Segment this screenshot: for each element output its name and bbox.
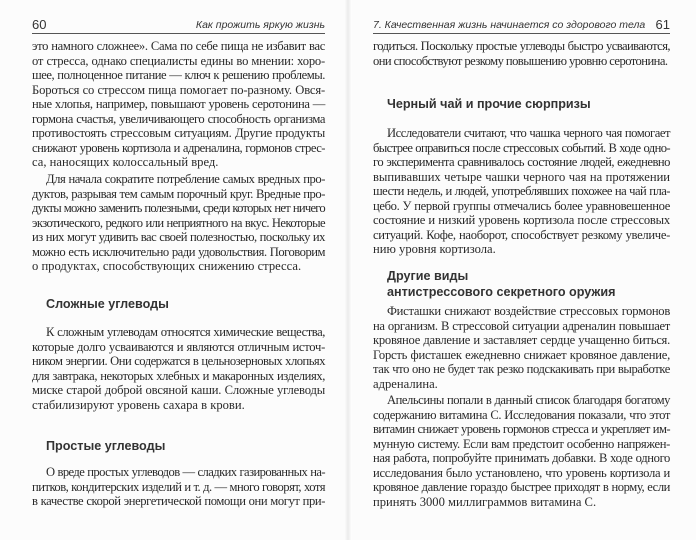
text-line: шее, полноценное питание — ключ к решению проблемы. (32, 68, 325, 82)
text-line: в качестве скорой энергетической помощи они могут при- (32, 494, 325, 508)
left-page-header (32, 17, 325, 34)
text-line: быстрее оправиться после стрессовых событий. В ходе одно- (373, 140, 670, 155)
text-line: гормона счастья, увеличивающего способность организма (32, 111, 325, 126)
text-line: это намного сложнее». Сама по себе пища не избавит вас (32, 39, 325, 53)
text-line: о продуктах, способствующих снижению стресса. (32, 259, 302, 273)
paragraph (32, 172, 325, 274)
text-line: Горсть фисташек ежедневно снижает кровяное давление, (373, 347, 670, 362)
text-line: Фисташки снижают воздействие стрессовых гормонов (387, 304, 670, 318)
text-line: Для начала сократите потребление самых вредных про- (46, 172, 325, 186)
text-line: адреналина. (373, 376, 438, 391)
text-line: они способствуют резкому повышению уровню серотонина. (373, 53, 668, 68)
section-heading (387, 96, 670, 112)
right-page (352, 0, 696, 540)
right-page-header (373, 17, 670, 34)
text-line: шести недель, и людей, употреблявших похожее на чай пла- (373, 184, 670, 198)
text-line: противостоять стрессовым ситуациям. Другие продукты (32, 126, 325, 140)
paragraph (373, 393, 670, 509)
paragraph (373, 126, 670, 257)
text-line: так что оно не будет так резко подскакивать при выработке (373, 362, 670, 376)
text-line: на организм. В стрессовой ситуации адреналин повышает (373, 318, 670, 333)
text-line: го эксперимента сравнивалось состояние людей, ежедневно (373, 155, 670, 169)
text-line: кровяное давление гораздо быстрее приходят в норму, если (373, 480, 670, 494)
text-line: миске старой доброй овсяной каши. Сложные углеводы (32, 383, 325, 397)
text-line: исследования было установлено, что уровень кортизола и (373, 465, 670, 480)
text-line: цебо. У первой группы отмечались более уравновешенное (373, 198, 670, 213)
paragraph (32, 39, 325, 170)
section-heading (387, 268, 670, 300)
text-line: состояние и низкий уровень кортизола после стрессовых (373, 213, 670, 227)
section-heading (46, 438, 325, 454)
heading-line: Сложные углеводы (46, 297, 169, 311)
text-line: для завтрака, некоторых хлебных и макаронных изделиях, (32, 368, 325, 383)
heading-line: Простые углеводы (46, 439, 166, 453)
text-line: кровяное давление и заставляет сердце учащенно биться. (373, 333, 670, 347)
book-gutter (344, 0, 352, 540)
text-line: ная работа, попробуйте принимать добавки. В ходе одного (373, 451, 670, 465)
text-line: Апельсины попали в данный список благодаря богатому (387, 393, 670, 407)
text-line: годиться. Поскольку простые углеводы быстро усваиваются, (373, 39, 670, 53)
text-line: витамин снижает уровень гормонов стресса и укрепляет им- (373, 422, 670, 436)
text-line: дукты можно заменить полезными, среди которых нет ничего (32, 201, 325, 215)
left-page (0, 0, 344, 540)
text-line: ником энергии. Они содержатся в цельнозерновых хлопьях (32, 354, 325, 368)
page-number: 61 (655, 17, 670, 32)
text-line: которые долго усваиваются и являются отличным источ- (32, 339, 325, 354)
paragraph (32, 465, 325, 509)
text-line: ные хлопья, например, повышают уровень серотонина — (32, 97, 325, 111)
text-line: мунную систему. Если вам предстоит особенно напряжен- (373, 436, 670, 451)
text-line: выпивавших четыре чашки черного чая на протяжении (373, 169, 670, 184)
text-line: питков, кондитерских изделий и т. д. — много говорят, хотя (32, 479, 325, 494)
text-line: нию уровня кортизола. (373, 242, 496, 256)
text-line: содержанию витамина С. Исследования показали, что этот (373, 407, 670, 422)
text-line: Бороться со стрессом пища помогает по-разному. Овся- (32, 82, 325, 97)
paragraph (373, 39, 670, 68)
text-line: экзотического, редкого или неприятного на вкус. Некоторые (32, 215, 325, 230)
heading-line: Черный чай и прочие сюрпризы (387, 97, 591, 111)
text-line: са, наносящих колоссальный вред. (32, 155, 219, 169)
heading-line: Другие виды (387, 269, 469, 283)
text-line: Исследователи считают, что чашка черного чая помогает (387, 126, 670, 140)
text-line: из них могут удивить вас своей полезностью, поскольку их (32, 230, 325, 244)
page-number: 60 (32, 17, 47, 32)
running-title: Как прожить яркую жизнь (195, 19, 325, 31)
text-line: стабилизируют уровень сахара в крови. (32, 397, 245, 412)
text-line: можно есть исключительно ради удовольствия. Поговорим (32, 244, 325, 259)
text-line: принять 3000 миллиграммов витамина С. (373, 494, 597, 509)
paragraph (32, 325, 325, 412)
text-line: от стресса, однако специалисты едины во мнении: хоро- (32, 53, 325, 68)
text-line: снижают уровень кортизола и адреналина, гормонов стрес- (32, 140, 325, 155)
running-title: 7. Качественная жизнь начинается со здорового тела (373, 19, 646, 31)
text-line: дуктов, разрывая тем самым порочный круг. Вредные про- (32, 186, 325, 201)
section-heading (46, 296, 325, 312)
text-line: К сложным углеводам относятся химические вещества, (46, 325, 325, 339)
text-line: ситуаций. Кофе, наоборот, способствует резкому увеличе- (373, 227, 670, 242)
heading-line: антистрессового секретного оружия (387, 285, 616, 299)
paragraph (373, 304, 670, 391)
text-line: О вреде простых углеводов — сладких газированных на- (46, 465, 325, 479)
